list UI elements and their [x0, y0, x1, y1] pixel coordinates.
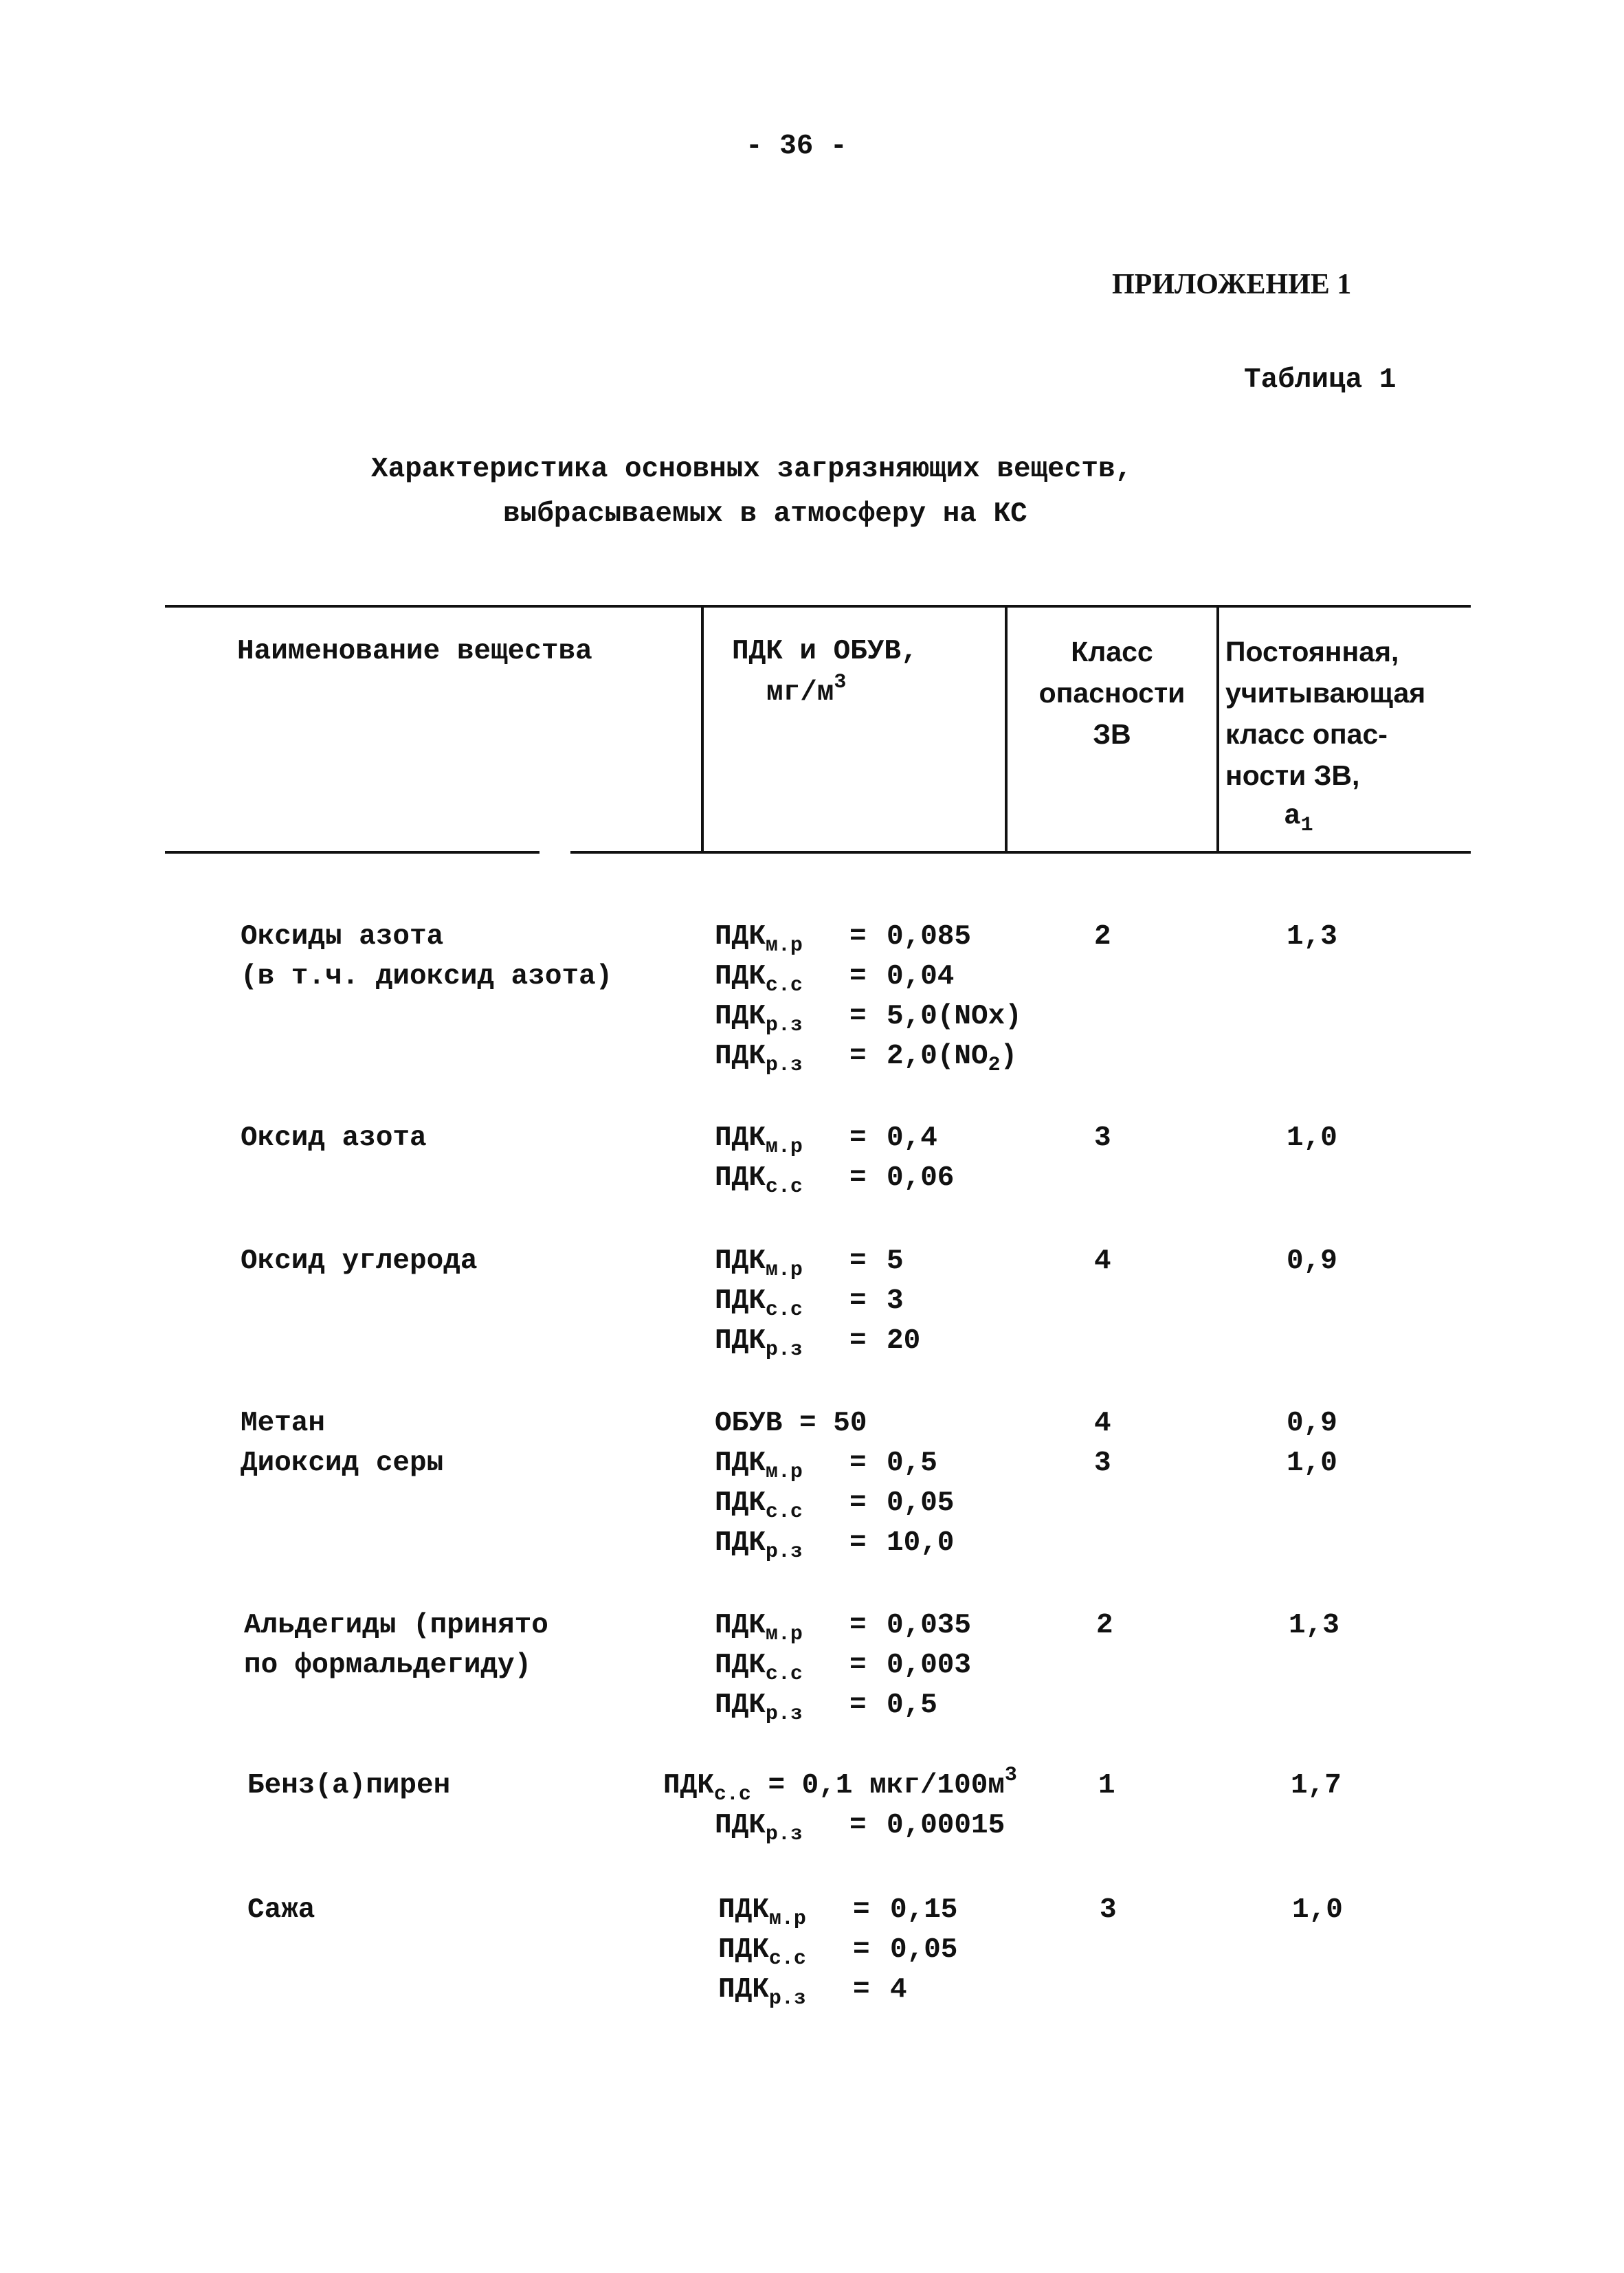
header-const-line3: класс опас- [1225, 718, 1388, 750]
row-no-pdk-ss: $ПДК_{с.с}$ = 0,06 [715, 1162, 955, 1199]
row-ald-pdk-ss: $ПДК_{с.с}$ = 0,003 [715, 1650, 972, 1686]
header-substance-name: Наименование вещества [237, 636, 592, 667]
row-soot-pdk-ss: $ПДК_{с.с}$ = 0,05 [718, 1934, 958, 1971]
row-no-pdk-mr: $ПДК_{м.р}$ = 0,4 [715, 1122, 937, 1159]
row-co-const: 0,9 [1287, 1245, 1337, 1277]
row-ch4-obuv: ОБУВ = 50 [715, 1408, 867, 1439]
header-const-line4: ности ЗВ, [1225, 759, 1360, 791]
header-pdk-unit: $мг/м^3$ [766, 671, 847, 709]
row-so2-pdk-rz: $ПДК_{р.з}$ = 10,0 [715, 1527, 955, 1564]
table-label: Таблица 1 [1244, 364, 1397, 396]
row-so2-class: 3 [1094, 1448, 1111, 1479]
row-so2-pdk-mr: $ПДК_{м.р}$ = 0,5 [715, 1448, 937, 1484]
row-ch4-class: 4 [1094, 1408, 1111, 1439]
table-title-line2: выбрасываемых в атмосферу на КС [503, 498, 1027, 530]
row-co-pdk-mr: $ПДК_{м.р}$ = 5 [715, 1245, 904, 1282]
header-const-symbol: $a_1$ [1284, 801, 1313, 837]
row-so2-pdk-ss: $ПДК_{с.с}$ = 0,05 [715, 1487, 955, 1524]
column-divider-3 [1216, 605, 1219, 854]
row-co-name: Оксид углерода [241, 1245, 478, 1277]
row-nox-pdk-rz-no2: $ПДК_{р.з}$ = $2,0(NO_2)$ [715, 1041, 1018, 1077]
row-co-pdk-rz: $ПДК_{р.з}$ = 20 [715, 1325, 921, 1362]
row-bap-name: Бенз(а)пирен [247, 1770, 451, 1801]
row-soot-pdk-mr: $ПДК_{м.р}$ = 0,15 [718, 1894, 958, 1931]
header-const-line1: Постоянная, [1225, 636, 1399, 667]
header-class-line1: Класс [1071, 636, 1153, 667]
row-co-pdk-ss: $ПДК_{с.с}$ = 3 [715, 1285, 904, 1322]
row-ald-pdk-mr: $ПДК_{м.р}$ = 0,035 [715, 1610, 972, 1646]
row-bap-pdk-rz: $ПДК_{р.з}$ = 0,00015 [715, 1810, 1005, 1846]
row-no-const: 1,0 [1287, 1122, 1337, 1154]
row-nox-pdk-rz-nox: $ПДК_{р.з}$ = 5,0(NOx) [715, 1001, 1022, 1037]
row-soot-const: 1,0 [1292, 1894, 1343, 1926]
row-co-class: 4 [1094, 1245, 1111, 1277]
row-bap-const: 1,7 [1291, 1770, 1342, 1801]
row-soot-class: 3 [1100, 1894, 1117, 1926]
table-title-line1: Характеристика основных загрязняющих веществ, [371, 454, 1133, 485]
row-bap-class: 1 [1098, 1770, 1115, 1801]
row-nox-pdk-mr: $ПДК_{м.р}$ = 0,085 [715, 921, 972, 957]
header-bottom-rule-left [165, 851, 540, 854]
row-soot-name: Сажа [247, 1894, 315, 1926]
row-no-class: 3 [1094, 1122, 1111, 1154]
row-ald-name-1: Альдегиды (принято [244, 1610, 548, 1641]
row-so2-const: 1,0 [1287, 1448, 1337, 1479]
row-nox-name-2: (в т.ч. диоксид азота) [241, 961, 613, 993]
row-nox-class: 2 [1094, 921, 1111, 953]
header-pdk-line1: ПДК и ОБУВ, [732, 636, 918, 667]
row-ch4-name: Метан [241, 1408, 326, 1439]
table-top-rule [165, 605, 1471, 608]
row-no-name: Оксид азота [241, 1122, 427, 1154]
row-bap-pdk-ss: $ПДК_{с.с} = 0,1$ мкг/$100м^3$ [663, 1764, 1017, 1806]
row-nox-pdk-ss: $ПДК_{с.с}$ = 0,04 [715, 961, 955, 997]
header-class-line3: ЗВ [1093, 718, 1131, 750]
appendix-label: ПРИЛОЖЕНИЕ 1 [1112, 269, 1352, 300]
row-ald-class: 2 [1096, 1610, 1113, 1641]
row-ald-const: 1,3 [1289, 1610, 1339, 1641]
row-ald-pdk-rz: $ПДК_{р.з}$ = 0,5 [715, 1689, 937, 1726]
header-bottom-rule-right [570, 851, 1471, 854]
header-const-line2: учитывающая [1225, 677, 1426, 709]
row-ch4-const: 0,9 [1287, 1408, 1337, 1439]
row-nox-const: 1,3 [1287, 921, 1337, 953]
header-class-line2: опасности [1038, 677, 1186, 709]
page-number: - 36 - [746, 131, 847, 162]
column-divider-1 [701, 605, 704, 854]
row-soot-pdk-rz: $ПДК_{р.з}$ = 4 [718, 1974, 907, 2010]
row-nox-name-1: Оксиды азота [241, 921, 444, 953]
row-so2-name: Диоксид серы [241, 1448, 444, 1479]
row-ald-name-2: по формальдегиду) [244, 1650, 532, 1681]
